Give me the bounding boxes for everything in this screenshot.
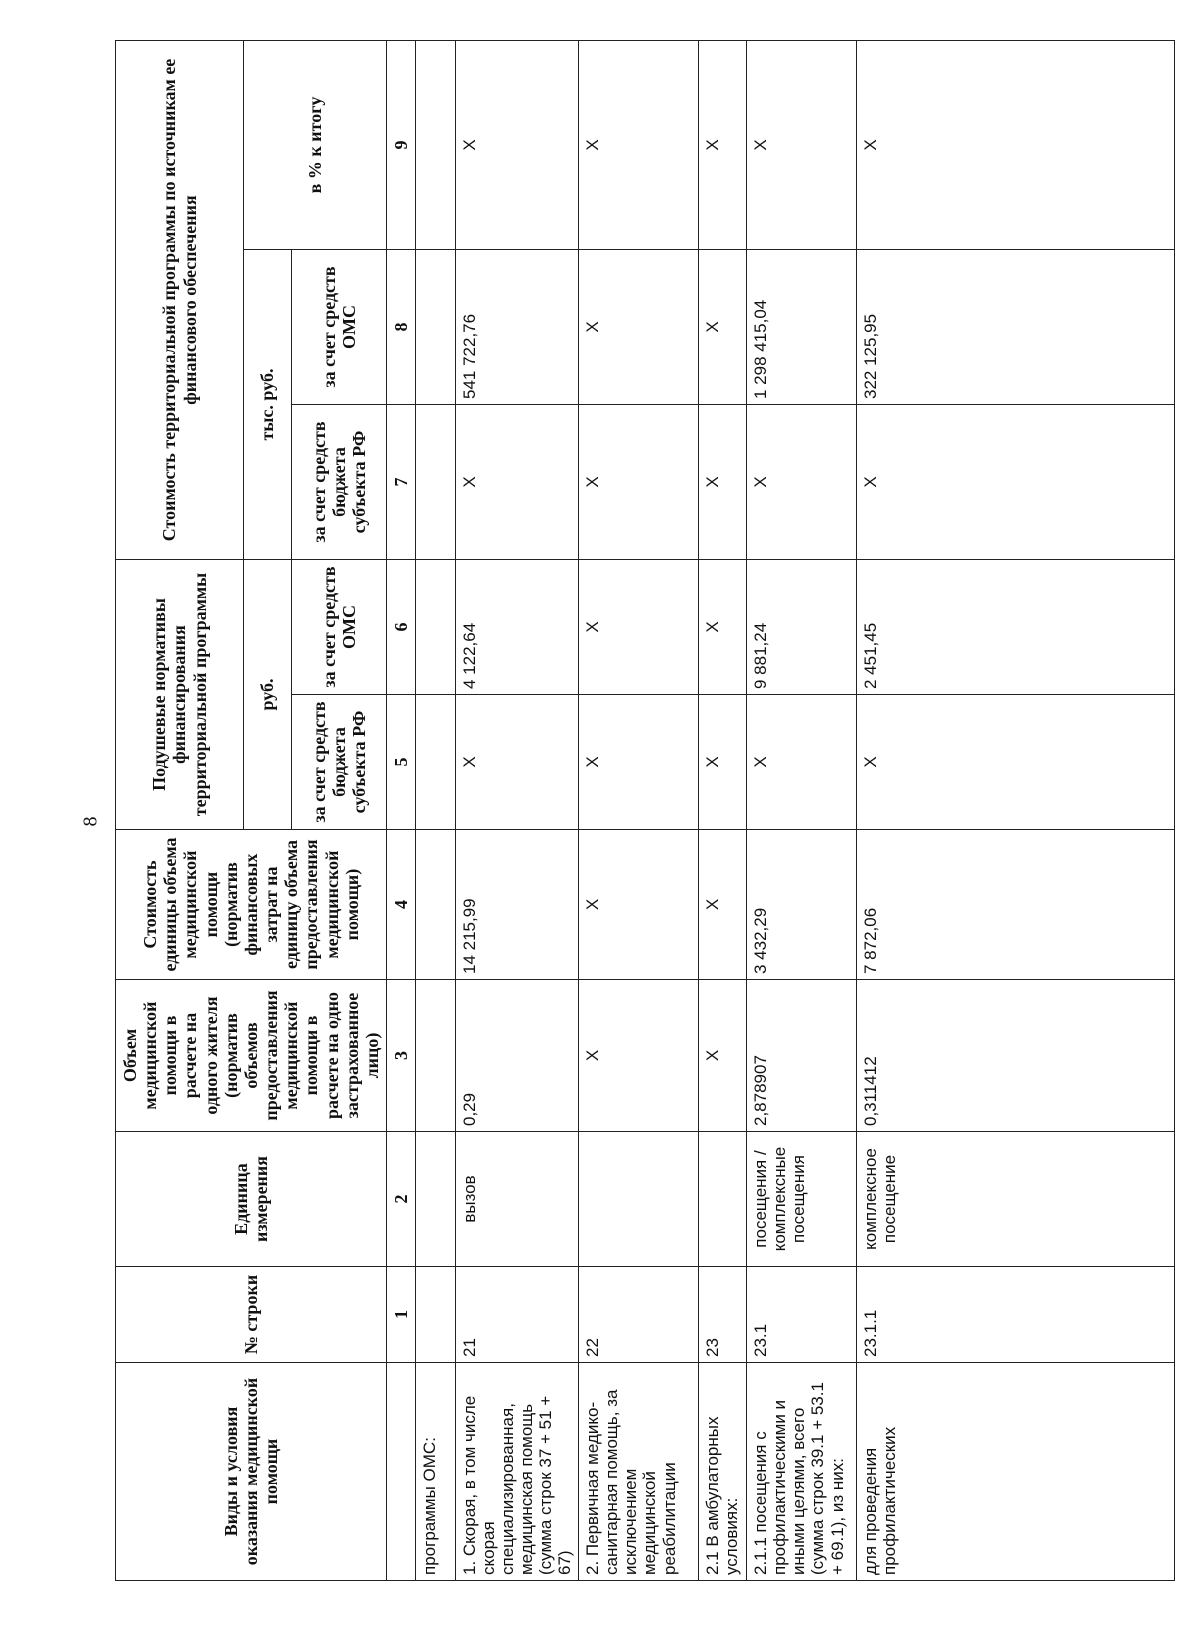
row-label: 2.1.1 посещения с профилактическими и иными целями, всего (сумма строк 39.1 + 53.1 + 69.1), из них: <box>747 1363 857 1581</box>
header-total-unit: тыс. руб. <box>244 250 292 560</box>
header-unit: Единица измерения <box>116 1132 387 1267</box>
row-number: 21 <box>456 1267 579 1363</box>
row-pc-budget: X <box>747 695 857 830</box>
row-pc-budget: X <box>579 695 699 830</box>
col-number: 2 <box>387 1132 416 1267</box>
row-tot-oms: X <box>699 250 747 405</box>
header-cost: Стоимость единицы объема медицинской помощи (норматив финансовых затрат на единицу объема предоставления медицинской помощи) <box>116 830 387 980</box>
row-label: 2. Первичная медико-санитарная помощь, за исключением медицинской реабилитации <box>579 1363 699 1581</box>
row-cost: 14 215,99 <box>456 830 579 980</box>
row-percent: X <box>579 40 699 249</box>
col-number: 6 <box>387 560 416 695</box>
row-pc-oms: X <box>699 560 747 695</box>
header-pc-oms: за счет средств ОМС <box>292 560 387 695</box>
header-types: Виды и условия оказания медицинской помощи <box>116 1363 387 1581</box>
row-tot-budget: X <box>579 405 699 560</box>
row-volume: 0,311412 <box>857 980 1175 1132</box>
row-pc-oms: X <box>579 560 699 695</box>
table-row <box>699 40 747 1580</box>
empty-cell <box>416 980 456 1132</box>
row-unit <box>699 1132 747 1267</box>
row-pc-oms: 9 881,24 <box>747 560 857 695</box>
empty-cell <box>416 40 456 249</box>
table-row <box>456 40 579 1580</box>
section-label: программы ОМС: <box>416 1363 456 1581</box>
header-row-no: № строки <box>116 1267 387 1363</box>
row-percent: X <box>747 40 857 249</box>
row-volume: 2,878907 <box>747 980 857 1132</box>
table-row <box>857 40 1175 1580</box>
row-number: 22 <box>579 1267 699 1363</box>
row-tot-budget: X <box>857 405 1175 560</box>
col-number: 3 <box>387 980 416 1132</box>
row-pc-oms: 2 451,45 <box>857 560 1175 695</box>
page-number: 8 <box>79 816 102 827</box>
col-number-empty <box>387 1363 416 1581</box>
col-number: 8 <box>387 250 416 405</box>
row-unit <box>579 1132 699 1267</box>
col-number: 7 <box>387 405 416 560</box>
row-number: 23.1.1 <box>857 1267 1175 1363</box>
header-per-capita: Подушевые нормативы финансирования территориальной программы <box>116 560 244 830</box>
row-tot-budget: X <box>699 405 747 560</box>
row-pc-budget: X <box>857 695 1175 830</box>
table-row <box>747 40 857 1580</box>
row-label: 2.1 В амбулаторных условиях: <box>699 1363 747 1581</box>
empty-cell <box>416 695 456 830</box>
financing-table <box>115 40 1175 1581</box>
row-cost: X <box>699 830 747 980</box>
empty-cell <box>416 1132 456 1267</box>
col-number: 4 <box>387 830 416 980</box>
header-pc-budget: за счет средств бюджета субъекта РФ <box>292 695 387 830</box>
empty-cell <box>416 405 456 560</box>
row-label: 1. Скорая, в том числе скорая специализированная, медицинская помощь (сумма строк 37 + 51 + 67) <box>456 1363 579 1581</box>
header-tot-budget: за счет средств бюджета субъекта РФ <box>292 405 387 560</box>
row-unit: вызов <box>456 1132 579 1267</box>
col-number: 9 <box>387 40 416 249</box>
row-volume: X <box>579 980 699 1132</box>
row-number: 23.1 <box>747 1267 857 1363</box>
header-percent: в % к итогу <box>244 40 387 249</box>
row-cost: 7 872,06 <box>857 830 1175 980</box>
row-tot-oms: 1 298 415,04 <box>747 250 857 405</box>
row-cost: X <box>579 830 699 980</box>
row-unit: посещения / комплексные посещения <box>747 1132 857 1267</box>
row-tot-oms: 322 125,95 <box>857 250 1175 405</box>
row-tot-budget: X <box>747 405 857 560</box>
section-row <box>416 40 456 1580</box>
row-unit: комплексное посещение <box>857 1132 1175 1267</box>
header-total: Стоимость территориальной программы по источникам ее финансового обеспечения <box>116 40 244 559</box>
row-pc-budget: X <box>699 695 747 830</box>
rotated-table-wrapper <box>115 41 1175 1581</box>
row-tot-oms: 541 722,76 <box>456 250 579 405</box>
column-number-row <box>387 40 416 1580</box>
header-volume: Объем медицинской помощи в расчете на одного жителя (норматив объемов предоставления медицинской помощи в расчете на одно застрахованное лицо) <box>116 980 387 1132</box>
col-number: 1 <box>387 1267 416 1363</box>
empty-cell <box>416 1267 456 1363</box>
header-tot-oms: за счет средств ОМС <box>292 250 387 405</box>
row-volume: 0,29 <box>456 980 579 1132</box>
empty-cell <box>416 830 456 980</box>
row-pc-oms: 4 122,64 <box>456 560 579 695</box>
row-label: для проведения профилактических <box>857 1363 1175 1581</box>
row-percent: X <box>857 40 1175 249</box>
row-tot-oms: X <box>579 250 699 405</box>
row-pc-budget: X <box>456 695 579 830</box>
row-number: 23 <box>699 1267 747 1363</box>
row-percent: X <box>699 40 747 249</box>
empty-cell <box>416 560 456 695</box>
row-volume: X <box>699 980 747 1132</box>
header-per-capita-unit: руб. <box>244 560 292 830</box>
row-cost: 3 432,29 <box>747 830 857 980</box>
row-percent: X <box>456 40 579 249</box>
table-row <box>579 40 699 1580</box>
row-tot-budget: X <box>456 405 579 560</box>
col-number: 5 <box>387 695 416 830</box>
empty-cell <box>416 250 456 405</box>
